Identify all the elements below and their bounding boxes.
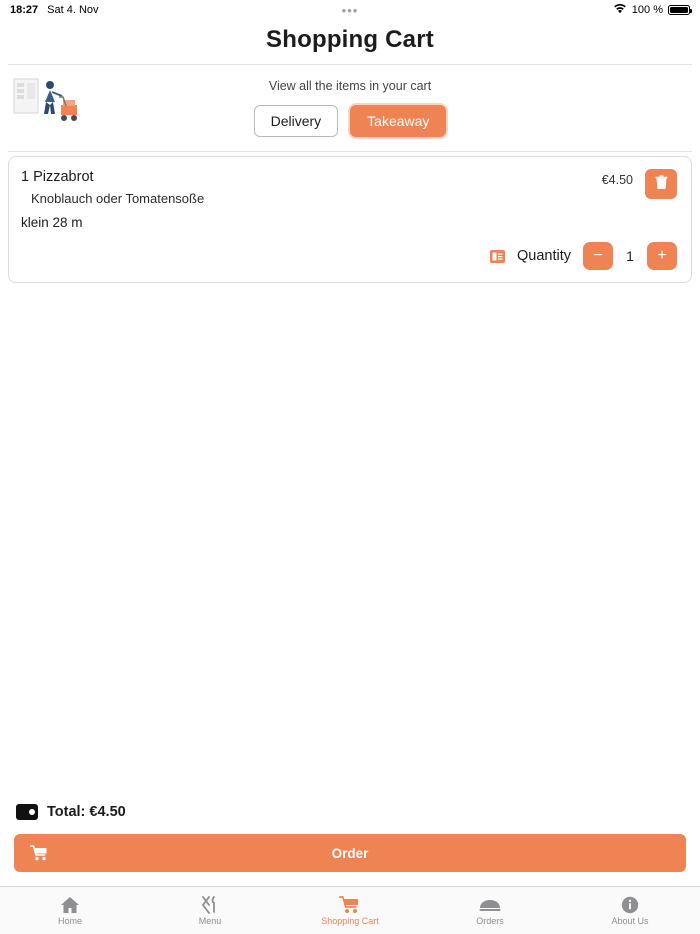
order-button[interactable] bbox=[14, 834, 686, 872]
tab-menu-label: Menu bbox=[198, 915, 222, 926]
cutlery-icon bbox=[200, 896, 220, 914]
cart-item-price: €4.50 bbox=[601, 173, 633, 187]
tab-about-us-label: About Us bbox=[611, 915, 649, 926]
cart-item-name: 1 Pizzabrot bbox=[21, 169, 94, 185]
status-bar bbox=[0, 0, 700, 20]
trash-icon bbox=[655, 175, 668, 193]
cart-item-texts bbox=[21, 169, 602, 230]
hero-subtitle: View all the items in your cart bbox=[268, 79, 432, 93]
tab-home-label: Home bbox=[57, 915, 82, 926]
status-time: 18:27 bbox=[10, 4, 39, 16]
status-date: Sat 4. Nov bbox=[47, 4, 99, 16]
page-header bbox=[0, 20, 700, 64]
page-title: Shopping Cart bbox=[266, 26, 434, 53]
tab-orders[interactable] bbox=[420, 896, 560, 926]
home-icon bbox=[60, 896, 80, 914]
cart-icon bbox=[30, 845, 48, 861]
total-row bbox=[0, 804, 700, 820]
cart-item-row bbox=[8, 156, 692, 283]
quantity-increment-button[interactable]: + bbox=[647, 242, 677, 270]
order-button-label: Order bbox=[331, 845, 369, 861]
battery-percent: 100 % bbox=[631, 4, 663, 16]
hero-section bbox=[0, 65, 700, 151]
quantity-label: Quantity bbox=[517, 248, 571, 264]
delivery-toggle[interactable]: Delivery bbox=[254, 105, 339, 137]
tray-icon bbox=[479, 896, 501, 914]
tab-home[interactable] bbox=[0, 896, 140, 926]
status-dots: ••• bbox=[341, 2, 359, 18]
cart-item-option: Knoblauch oder Tomatensoße bbox=[31, 191, 205, 206]
quantity-decrement-button[interactable]: − bbox=[583, 242, 613, 270]
tab-shopping-cart[interactable] bbox=[280, 896, 420, 926]
total-label: Total: €4.50 bbox=[47, 804, 126, 820]
tab-shopping-cart-label: Shopping Cart bbox=[321, 915, 379, 926]
cart-item-top bbox=[21, 169, 677, 230]
cart-list bbox=[0, 152, 700, 283]
delete-item-button[interactable] bbox=[645, 169, 677, 199]
quantity-icon bbox=[490, 250, 505, 263]
content-spacer bbox=[0, 283, 700, 804]
info-icon bbox=[621, 896, 639, 914]
quantity-value: 1 bbox=[626, 248, 634, 264]
takeaway-toggle[interactable]: Takeaway bbox=[350, 105, 446, 137]
hero-center bbox=[86, 75, 614, 137]
cart-icon bbox=[339, 896, 361, 914]
cart-item-size: klein 28 m bbox=[21, 215, 83, 230]
tab-orders-label: Orders bbox=[476, 915, 504, 926]
battery-icon bbox=[668, 5, 690, 15]
tab-menu[interactable] bbox=[140, 896, 280, 926]
quantity-stepper bbox=[21, 242, 677, 270]
tab-about-us[interactable] bbox=[560, 896, 700, 926]
tab-bar bbox=[0, 886, 700, 934]
fulfillment-toggle-group bbox=[86, 105, 614, 137]
illustration bbox=[8, 75, 86, 131]
wallet-icon bbox=[16, 804, 38, 820]
